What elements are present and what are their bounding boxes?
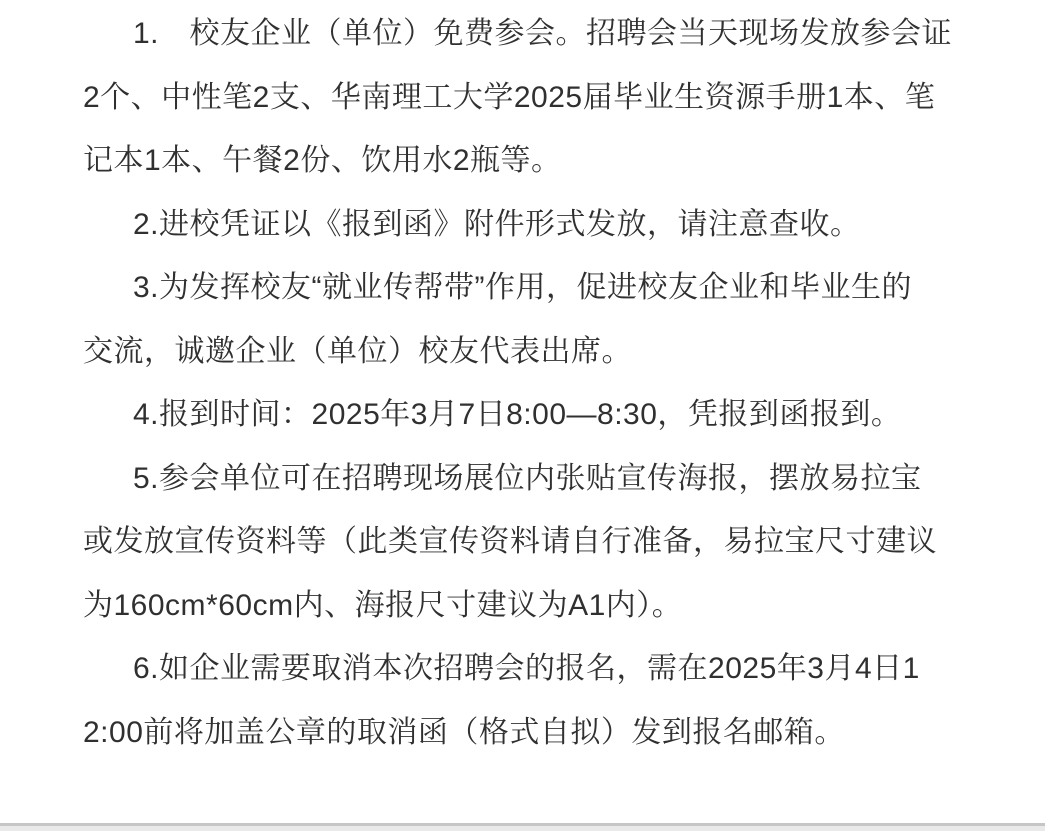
document-line: 2:00前将加盖公章的取消函（格式自拟）发到报名邮箱。 [83,715,845,749]
document-line: 3.为发挥校友“就业传帮带”作用，促进校友企业和毕业生的 [133,271,912,304]
document-line: 1. 校友企业（单位）免费参会。招聘会当天现场发放参会证 [133,17,953,50]
document-line: 记本1本、午餐2份、饮用水2瓶等。 [83,144,562,177]
document-line: 2.进校凭证以《报到函》附件形式发放，请注意查收。 [133,207,861,241]
document-line: 或发放宣传资料等（此类宣传资料请自行准备，易拉宝尺寸建议 [83,525,937,558]
page-bottom-strip [0,826,1045,831]
document-line: 6.如企业需要取消本次招聘会的报名，需在2025年3月4日1 [133,652,920,685]
document-line: 5.参会单位可在招聘现场展位内张贴宣传海报，摆放易拉宝 [133,461,922,495]
document-line: 交流，诚邀企业（单位）校友代表出席。 [83,334,632,368]
document-body-text [83,2,953,764]
document-line: 为160cm*60cm内、海报尺寸建议为A1内）。 [83,588,683,622]
document-line: 2个、中性笔2支、华南理工大学2025届毕业生资源手册1本、笔 [83,80,936,114]
document-line: 4.报到时间：2025年3月7日8:00—8:30，凭报到函报到。 [133,398,902,431]
